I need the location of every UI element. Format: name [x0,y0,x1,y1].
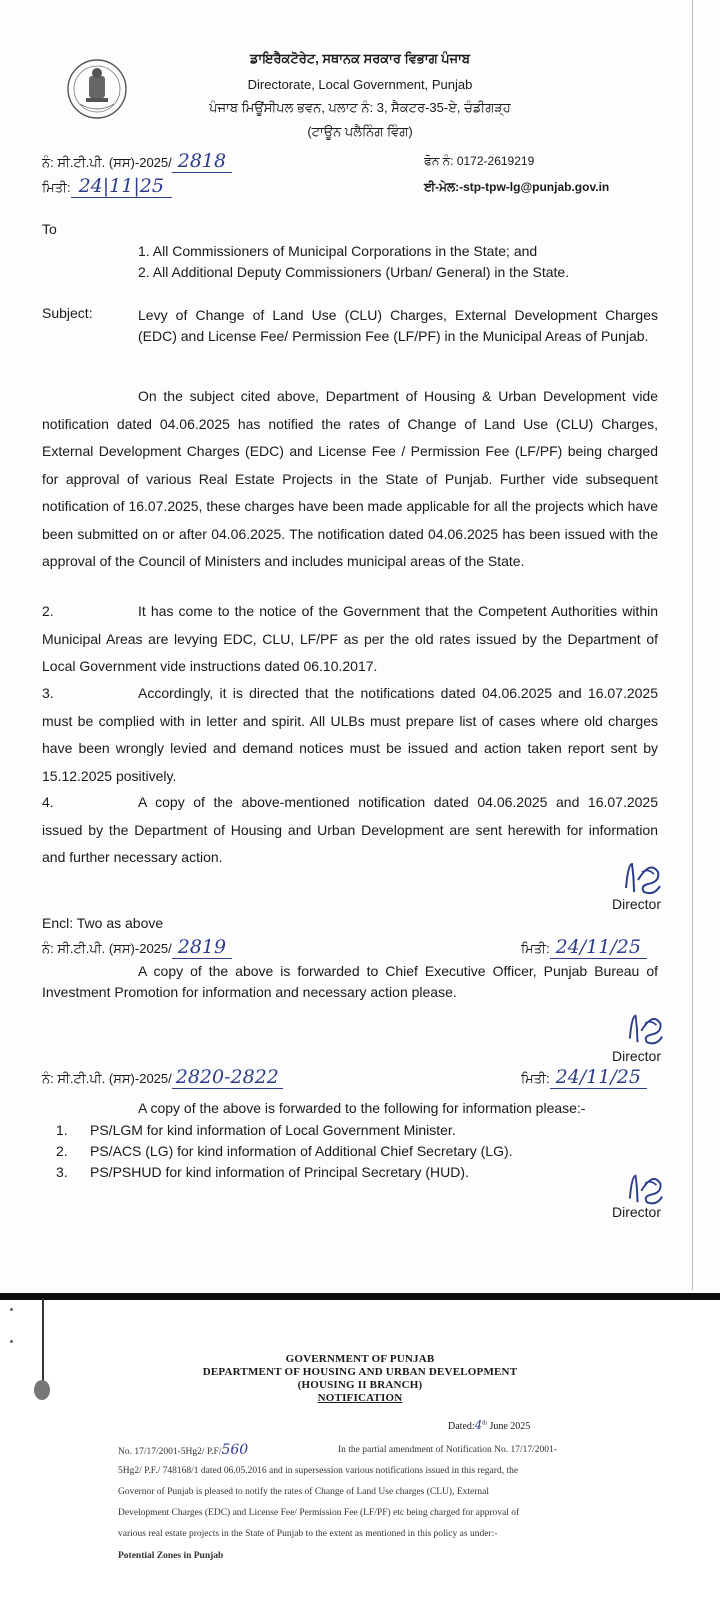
subject-label: Subject: [42,305,93,321]
paragraph-4-num: 4. [42,794,54,810]
notification-section-heading: Potential Zones in Punjab [118,1551,224,1561]
notification-date-handwritten: 4 [474,1418,483,1432]
page-edge-line [692,0,693,1290]
copy-list-item-num: 3. [56,1164,68,1180]
paragraph-3-num: 3. [42,685,54,701]
state-emblem-icon [66,58,128,120]
binder-line [42,1298,44,1388]
notification-page [0,1300,720,1600]
header-address: ਪੰਜਾਬ ਮਿਊਂਸੀਪਲ ਭਵਨ, ਪਲਾਟ ਨੰ: 3, ਸੈਕਟਰ-35-ਏ, ਚੰਡੀਗੜ੍ਹ [209,100,511,115]
header-directorate: Directorate, Local Government, Punjab [247,77,473,92]
copy-list-item-num: 2. [56,1143,68,1159]
ref-number: ਨੰ: ਸੀ.ਟੀ.ਪੀ. (ਸਸ)-2025/ 2818 [42,150,232,172]
endorsement-2-intro: A copy of the above is forwarded to the following for information please:- [138,1100,586,1116]
recipient-2: 2. All Additional Deputy Commissioners (Urban/ General) in the State. [138,264,570,280]
notification-body-line1: In the partial amendment of Notification No. 17/17/2001- [338,1445,557,1455]
phone-number: ਫੋਨ ਨੰ: 0172-2619219 [424,154,535,168]
header-punjabi-line1: ਡਾਇਰੈਕਟੋਰੇਟ, ਸਥਾਨਕ ਸਰਕਾਰ ਵਿਭਾਗ ਪੰਜਾਬ [250,51,470,66]
notification-number-handwritten: 560 [221,1442,249,1458]
notification-dept: DEPARTMENT OF HOUSING AND URBAN DEVELOPMENT [202,1366,518,1378]
signatory-1: Director [612,896,662,912]
endorsement-1-date: ਮਿਤੀ: 24/11/25 [521,936,647,958]
notification-date: Dated:4th June 2025 [448,1418,531,1432]
notification-title: NOTIFICATION [317,1392,403,1404]
endorsement-2-ref-handwritten: 2820-2822 [172,1066,283,1089]
director-signature-icon [620,858,666,898]
endorsement-2-date: ਮਿਤੀ: 24/11/25 [521,1066,647,1088]
director-signature-3-icon [624,1170,668,1208]
subject-text: Levy of Change of Land Use (CLU) Charges, External Development Charges (EDC) and License Fee/ Permission Fee (LF/PF) in the Municipal Areas of Punjab. [138,307,658,344]
paragraph-4: A copy of the above-mentioned notification dated 04.06.2025 and 16.07.2025 issued by the Department of Housing and Urban Development are sent herewith for information and further necessary action. [42,794,658,865]
endorsement-1-text: A copy of the above is forwarded to Chief Executive Officer, Punjab Bureau of Investment Promotion for information and necessary action please. [42,963,658,1000]
endorsement-2-ref: ਨੰ: ਸੀ.ਟੀ.ਪੀ. (ਸਸ)-2025/ 2820-2822 [42,1066,283,1088]
to-label: To [42,221,57,237]
endorsement-1-date-handwritten: 24/11/25 [550,936,647,959]
endorsement-1-ref: ਨੰ: ਸੀ.ਟੀ.ਪੀ. (ਸਸ)-2025/ 2819 [42,936,232,958]
recipient-1: 1. All Commissioners of Municipal Corporations in the State; and [138,243,538,259]
notification-body-line3: Governor of Punjab is pleased to notify the rates of Change of Land Use charges (CLU), External [118,1487,490,1497]
director-signature-2-icon [624,1010,668,1048]
copy-list-item: PS/PSHUD for kind information of Principal Secretary (HUD). [90,1164,469,1180]
endorsement-2-date-handwritten: 24/11/25 [550,1066,647,1089]
copy-list-item-num: 1. [56,1122,68,1138]
endorsement-1-ref-handwritten: 2819 [172,936,232,959]
paragraph-1: On the subject cited above, Department of Housing & Urban Development vide notification dated 04.06.2025 has notified the rates of Change of Land Use (CLU) Charges, External Development Charges (EDC) and License Fee / Permission Fee (LF/PF) being charged for approval of various Real Estate Projects in the State of Punjab. Further vide subsequent notification of 16.07.2025, these charges have been made applicable for all the projects which have been submitted on or after 04.06.2025. The notification dated 04.06.2025 has been issued with the approval of the Council of Ministers and includes municipal areas of the State. [42,388,658,569]
notification-number: No. 17/17/2001-5Hg2/ P.F/560 [118,1442,249,1458]
punch-hole-icon [34,1380,50,1400]
enclosure-note: Encl: Two as above [42,915,164,931]
copy-list-item: PS/LGM for kind information of Local Government Minister. [90,1122,456,1138]
binder-mark [10,1340,13,1343]
paragraph-2-num: 2. [42,603,54,619]
paragraph-2: It has come to the notice of the Government that the Competent Authorities within Municipal Areas are levying EDC, CLU, LF/PF as per the old rates issued by the Department of Local Government vide instructions dated 06.10.2017. [42,603,658,674]
notification-gov: GOVERNMENT OF PUNJAB [285,1353,435,1365]
page-separator [0,1293,720,1300]
email-address: ਈ-ਮੇਲ:-stp-tpw-lg@punjab.gov.in [424,180,610,194]
letter-date: ਮਿਤੀ: 24|11|25 [42,175,172,197]
signatory-3: Director [612,1204,662,1220]
notification-body-line2: 5Hg2/ P.F./ 748168/1 dated 06.05.2016 and in supersession various notifications issued in this regard, the [118,1466,519,1476]
binder-mark [10,1308,13,1311]
notification-branch: (HOUSING II BRANCH) [297,1379,423,1391]
letter-date-handwritten: 24|11|25 [71,175,172,198]
paragraph-3: Accordingly, it is directed that the notifications dated 04.06.2025 and 16.07.2025 must be complied with in letter and spirit. All ULBs must prepare list of cases where old charges have been wrongly levied and demand notices must be issued and action taken report sent by 15.12.2025 positively. [42,685,658,784]
signatory-2: Director [612,1048,662,1064]
ref-number-handwritten: 2818 [172,150,232,173]
header-wing: (ਟਾਊਨ ਪਲੈਨਿੰਗ ਵਿੰਗ) [307,124,413,139]
copy-list-item: PS/ACS (LG) for kind information of Additional Chief Secretary (LG). [90,1143,513,1159]
notification-body-line4: Development Charges (EDC) and License Fee/ Permission Fee (LF/PF) etc being charged for approval of [118,1508,520,1518]
notification-body-line5: various real estate projects in the State of Punjab to the extent as mentioned in this policy as under:- [118,1529,498,1539]
